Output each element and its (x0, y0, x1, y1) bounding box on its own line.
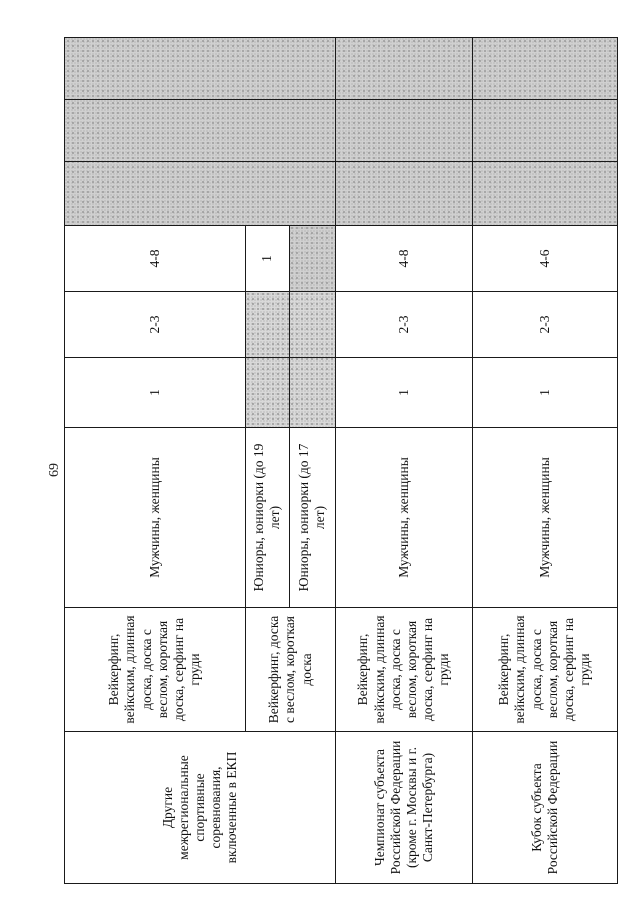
group-cell: Юниоры, юниорки (до 19 лет) (245, 428, 289, 608)
table-row (336, 38, 472, 884)
rotated-table-container (64, 38, 618, 884)
shaded-cell (245, 358, 289, 428)
competition-cell: Другие межрегиональные спортивные соревнования, включенные в ЕКП (65, 732, 336, 884)
shaded-cell (472, 100, 618, 162)
shaded-cell (65, 162, 336, 226)
shaded-cell (245, 292, 289, 358)
place-cell: 2-3 (65, 292, 246, 358)
shaded-cell (289, 358, 336, 428)
place-cell: 2-3 (472, 292, 618, 358)
competition-cell: Кубок субъекта Российской Федерации (472, 732, 618, 884)
table-row (65, 38, 246, 884)
rank-requirements-table (64, 37, 618, 884)
shaded-cell (336, 162, 472, 226)
place-cell: 1 (245, 226, 289, 292)
shaded-cell (336, 100, 472, 162)
place-cell: 4-6 (472, 226, 618, 292)
place-cell: 4-8 (65, 226, 246, 292)
discipline-cell: Вейкерфинг, доска с веслом, короткая доска (245, 608, 336, 732)
shaded-cell (65, 100, 336, 162)
place-cell: 1 (65, 358, 246, 428)
discipline-cell: Вейкерфинг, вейкским, длинная доска, доска с веслом, короткая доска, серфинг на груди (336, 608, 472, 732)
shaded-cell (336, 38, 472, 100)
discipline-cell: Вейкерфинг, вейкским, длинная доска, доска с веслом, короткая доска, серфинг на груди (65, 608, 246, 732)
page-number: 69 (47, 463, 62, 477)
shaded-cell (65, 38, 336, 100)
table-row (472, 38, 618, 884)
group-cell: Мужчины, женщины (65, 428, 246, 608)
shaded-cell (472, 162, 618, 226)
discipline-cell: Вейкерфинг, вейкским, длинная доска, доска с веслом, короткая доска, серфинг на груди (472, 608, 618, 732)
place-cell: 4-8 (336, 226, 472, 292)
group-cell: Мужчины, женщины (336, 428, 472, 608)
shaded-cell (289, 226, 336, 292)
place-cell: 1 (336, 358, 472, 428)
group-cell: Юниоры, юниорки (до 17 лет) (289, 428, 336, 608)
place-cell: 2-3 (336, 292, 472, 358)
shaded-cell (289, 292, 336, 358)
place-cell: 1 (472, 358, 618, 428)
group-cell: Мужчины, женщины (472, 428, 618, 608)
competition-cell: Чемпионат субъекта Российской Федерации (кроме г. Москвы и г. Санкт-Петербурга) (336, 732, 472, 884)
shaded-cell (472, 38, 618, 100)
